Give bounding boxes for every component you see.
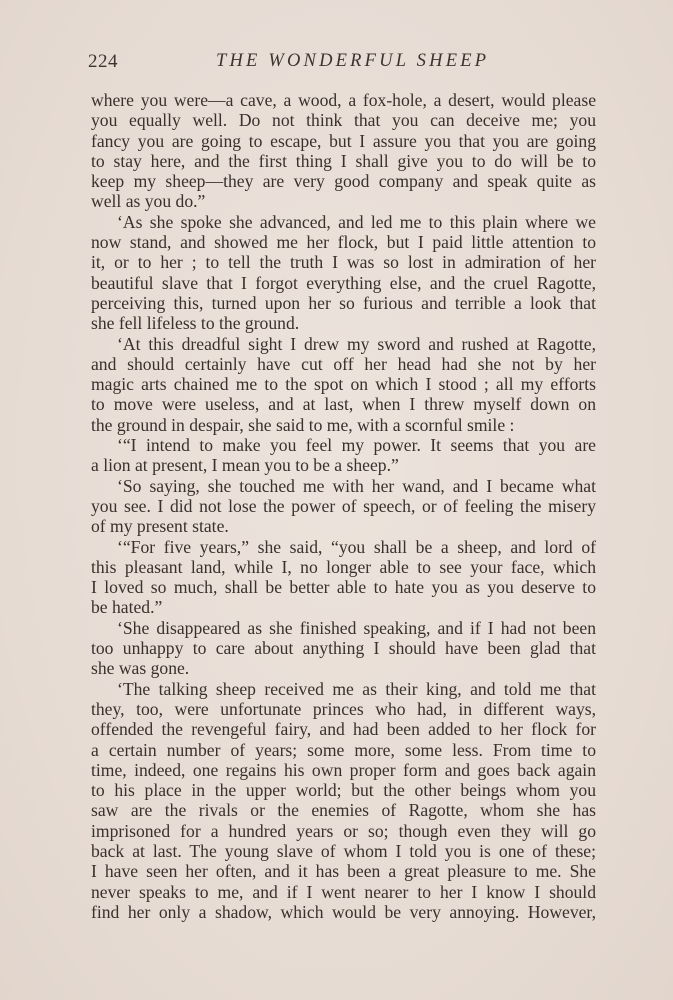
text-line: too unhappy to care about anything I should have been glad that	[91, 638, 596, 659]
text-line: of my present state.	[91, 516, 229, 537]
text-line: I loved so much, shall be better able to hate you as you deserve to	[91, 577, 596, 598]
text-line: saw are the rivals or the enemies of Ragotte, whom she has	[91, 800, 596, 821]
text-line: a lion at present, I mean you to be a sheep.”	[91, 455, 399, 476]
text-line: ‘She disappeared as she finished speaking, and if I had not been	[117, 617, 596, 638]
running-head	[88, 51, 596, 77]
text-line: she was gone.	[91, 658, 190, 679]
text-line: they, too, were unfortunate princes who had, in different ways,	[91, 698, 596, 719]
book-title: THE WONDERFUL SHEEP	[216, 51, 490, 71]
text-line: this pleasant land, while I, no longer able to see your face, which	[91, 556, 596, 577]
text-line: imprisoned for a hundred years or so; though even they will go	[91, 820, 596, 841]
text-line: perceiving this, turned upon her so furious and terrible a look that	[91, 292, 596, 313]
text-line: and should certainly have cut off her head had she not by her	[91, 353, 596, 374]
text-line: where you were—a cave, a wood, a fox-hole, a desert, would please	[91, 90, 596, 110]
text-line: the ground in despair, she said to me, with a scornful smile :	[91, 414, 515, 435]
text-line: to move were useless, and at last, when I threw myself down on	[91, 394, 596, 415]
page-number: 224	[88, 51, 118, 72]
text-line: offended the revengeful fairy, and had been added to her flock for	[91, 719, 596, 740]
text-line: beautiful slave that I forgot everything else, and the cruel Ragotte,	[91, 272, 596, 293]
text-line: to stay here, and the first thing I shall give you to do will be to	[91, 150, 596, 171]
body-text	[91, 90, 596, 922]
text-line: never speaks to me, and if I went nearer to her I know I should	[91, 881, 596, 902]
text-line: ‘As she spoke she advanced, and led me to this plain where we	[117, 211, 596, 232]
text-line: ‘“I intend to make you feel my power. It seems that you are	[117, 435, 596, 456]
text-line: it, or to her ; to tell the truth I was so lost in admiration of her	[91, 252, 596, 273]
text-line: ‘At this dreadful sight I drew my sword and rushed at Ragotte,	[117, 333, 596, 354]
text-line: ‘“For five years,” she said, “you shall be a sheep, and lord of	[117, 536, 596, 557]
text-line: keep my sheep—they are very good company and speak quite as	[91, 171, 596, 192]
text-line: I have seen her often, and it has been a great pleasure to me. She	[91, 861, 596, 882]
text-line: you see. I did not lose the power of speech, or of feeling the misery	[91, 495, 596, 516]
text-line: you equally well. Do not think that you can deceive me; you	[91, 110, 596, 131]
text-line: a certain number of years; some more, some less. From time to	[91, 739, 596, 760]
text-line: be hated.”	[91, 597, 163, 618]
text-line: find her only a shadow, which would be very annoying. However,	[91, 901, 596, 922]
text-line: well as you do.”	[91, 191, 206, 212]
text-line: ‘The talking sheep received me as their king, and told me that	[117, 678, 596, 699]
text-line: magic arts chained me to the spot on which I stood ; all my efforts	[91, 374, 596, 395]
text-line: fancy you are going to escape, but I assure you that you are going	[91, 130, 596, 151]
text-line: now stand, and showed me her flock, but I paid little attention to	[91, 232, 596, 253]
text-line: back at last. The young slave of whom I told you is one of these;	[91, 840, 596, 861]
text-line: to his place in the upper world; but the other beings whom you	[91, 780, 596, 801]
text-line: ‘So saying, she touched me with her wand, and I became what	[117, 475, 596, 496]
text-line: she fell lifeless to the ground.	[91, 313, 300, 334]
text-line: time, indeed, one regains his own proper form and goes back again	[91, 759, 596, 780]
